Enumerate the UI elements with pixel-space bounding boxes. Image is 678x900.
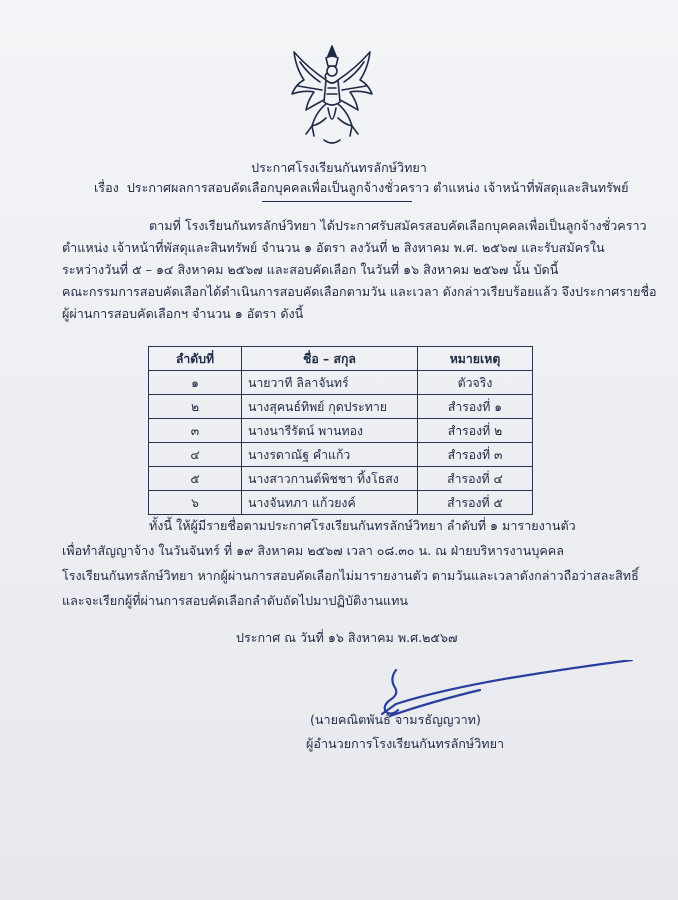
column-header-note: หมายเหตุ (418, 347, 533, 371)
column-header-name: ชื่อ – สกุล (242, 347, 418, 371)
row-note: สำรองที่ ๒ (418, 419, 533, 443)
school-title: ประกาศโรงเรียนกันทรลักษ์วิทยา (251, 160, 427, 175)
table-row (149, 371, 533, 395)
garuda-emblem-icon (286, 40, 378, 150)
body-line-5: ผู้ผ่านการสอบคัดเลือกฯ จำนวน ๑ อัตรา ดังนี้ (62, 306, 304, 321)
table-row (149, 419, 533, 443)
body-line-3: ระหว่างวันที่ ๕ – ๑๔ สิงหาคม ๒๕๖๗ และสอบคัดเลือก ในวันที่ ๑๖ สิงหาคม ๒๕๖๗ นั้น บัดนี้ (62, 262, 559, 277)
table-row (149, 467, 533, 491)
signer-name: (นายคณิตพันธ์ จามรธัญญวาท) (310, 712, 481, 727)
row-order: ๒ (149, 395, 242, 419)
row-note: สำรองที่ ๓ (418, 443, 533, 467)
table-row (149, 395, 533, 419)
body-line-4: คณะกรรมการสอบคัดเลือกได้ดำเนินการสอบคัดเลือกตามวัน และเวลา ดังกล่าวเรียบร้อยแล้ว จึงประกาศรายชื่อ (62, 284, 657, 299)
table-row (149, 443, 533, 467)
row-note: สำรองที่ ๑ (418, 395, 533, 419)
row-name: นายวาที ลิลาจันทร์ (242, 371, 418, 395)
subject-label: เรื่อง (94, 180, 119, 195)
row-order: ๑ (149, 371, 242, 395)
closing-line-4: และจะเรียกผู้ที่ผ่านการสอบคัดเลือกลำดับถัดไปมาปฏิบัติงานแทน (62, 593, 409, 608)
row-name: นางนารีรัตน์ พานทอง (242, 419, 418, 443)
column-header-order: ลำดับที่ (149, 347, 242, 371)
closing-line-1: ทั้งนี้ ให้ผู้มีรายชื่อตามประกาศโรงเรียนกันทรลักษ์วิทยา ลำดับที่ ๑ มารายงานตัว (149, 518, 576, 533)
row-note: สำรองที่ ๔ (418, 467, 533, 491)
table-header-row (149, 347, 533, 371)
table-row (149, 491, 533, 515)
title-divider (262, 201, 412, 202)
subject-text: ประกาศผลการสอบคัดเลือกบุคคลเพื่อเป็นลูกจ้างชั่วคราว ตำแหน่ง เจ้าหน้าที่พัสดุและสินทรัพย์ (126, 180, 629, 195)
results-table (148, 346, 533, 515)
row-note: สำรองที่ ๕ (418, 491, 533, 515)
row-name: นางสาวกานต์พิชชา ทิ้งโธสง (242, 467, 418, 491)
row-order: ๔ (149, 443, 242, 467)
announce-date: ประกาศ ณ วันที่ ๑๖ สิงหาคม พ.ศ.๒๕๖๗ (236, 630, 458, 645)
row-name: นางสุคนธ์ทิพย์ กุดประทาย (242, 395, 418, 419)
row-order: ๓ (149, 419, 242, 443)
subject-line (94, 180, 628, 196)
row-order: ๕ (149, 467, 242, 491)
handwritten-signature (360, 660, 640, 720)
row-name: นางรดาณัฐ คำแก้ว (242, 443, 418, 467)
row-note: ตัวจริง (418, 371, 533, 395)
closing-line-3: โรงเรียนกันทรลักษ์วิทยา หากผู้ผ่านการสอบคัดเลือกไม่มารายงานตัว ตามวันและเวลาดังกล่าวถือว่าสละสิทธิ์ (62, 568, 639, 583)
signer-title: ผู้อำนวยการโรงเรียนกันทรลักษ์วิทยา (306, 736, 505, 751)
closing-line-2: เพื่อทำสัญญาจ้าง ในวันจันทร์ ที่ ๑๙ สิงหาคม ๒๕๖๗ เวลา ๐๘.๓๐ น. ณ ฝ่ายบริหารงานบุคคล (62, 543, 564, 558)
row-order: ๖ (149, 491, 242, 515)
body-line-2: ตำแหน่ง เจ้าหน้าที่พัสดุและสินทรัพย์ จำนวน ๑ อัตรา ลงวันที่ ๒ สิงหาคม พ.ศ. ๒๕๖๗ และรับสมัครใน (62, 240, 605, 255)
row-name: นางจันทภา แก้วยงค์ (242, 491, 418, 515)
body-line-1: ตามที่ โรงเรียนกันทรลักษ์วิทยา ได้ประกาศรับสมัครสอบคัดเลือกบุคคลเพื่อเป็นลูกจ้างชั่วคราว (149, 218, 647, 233)
